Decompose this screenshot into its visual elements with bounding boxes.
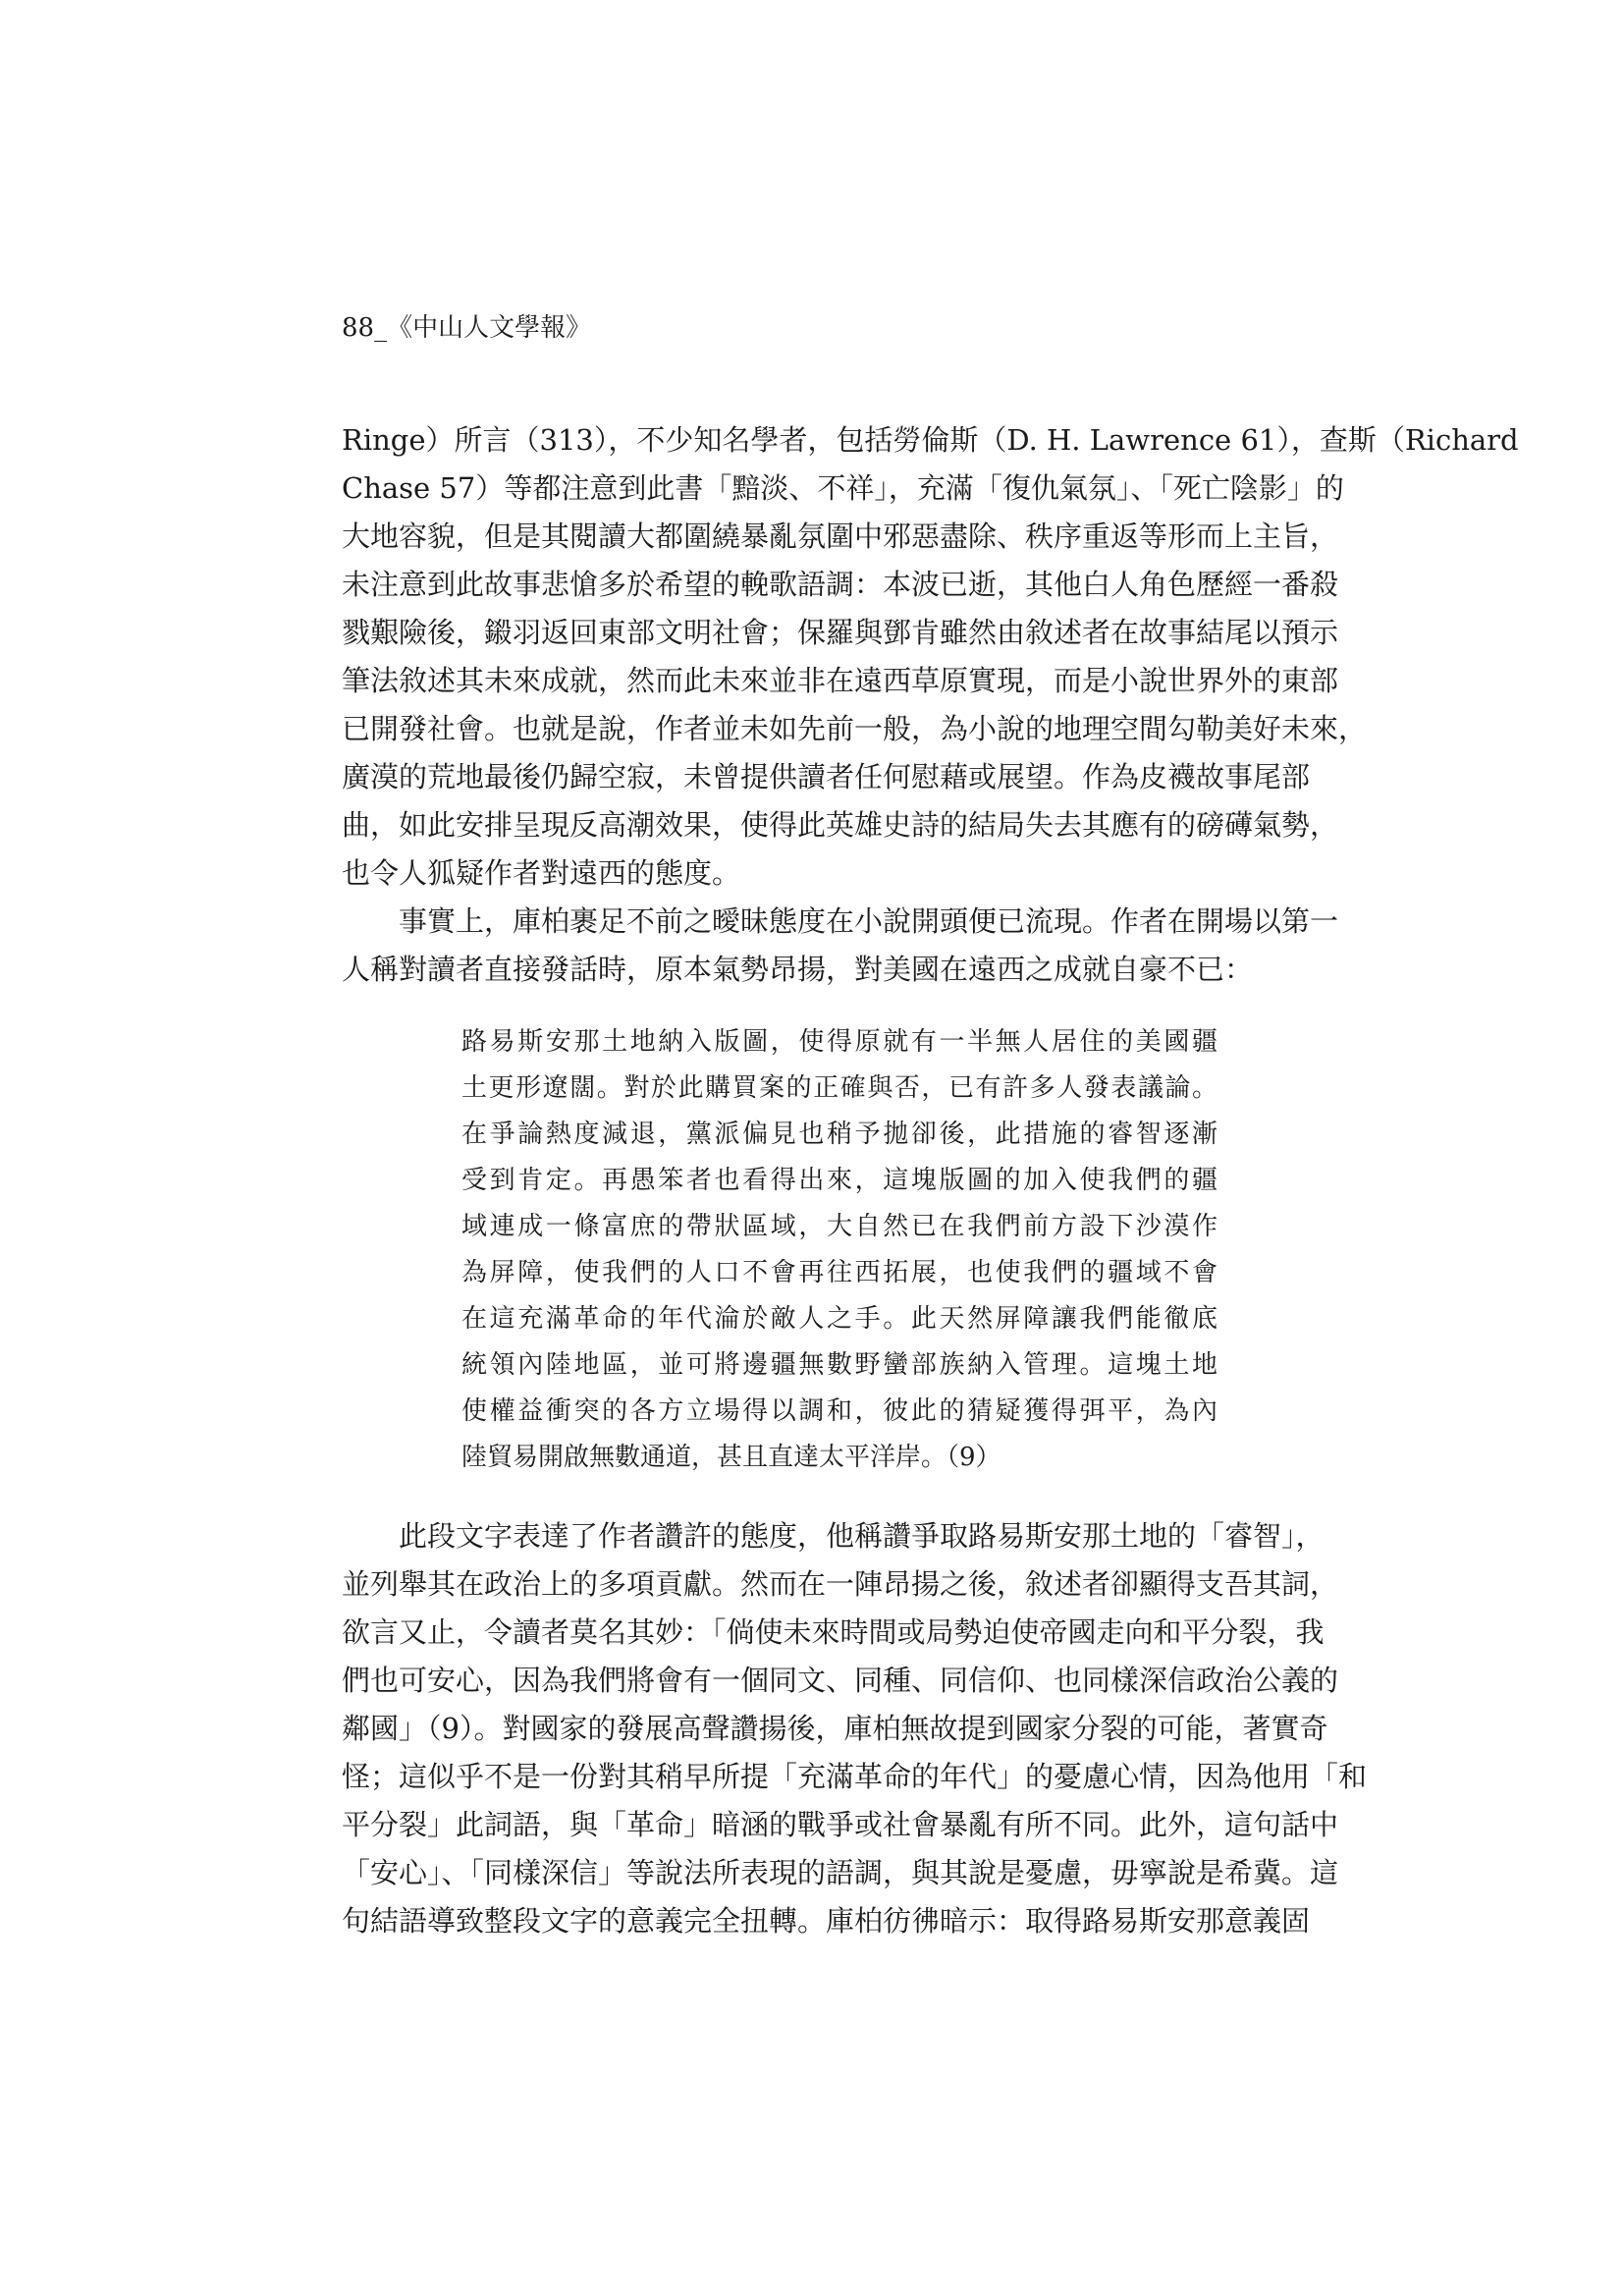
text-line: 事實上，庫柏裹足不前之曖昧態度在小說開頭便已流現。作者在開場以第一 bbox=[399, 904, 1339, 938]
quote-line: 使權益衝突的各方立場得以調和，彼此的猜疑獲得弭平，為內 bbox=[461, 1396, 1217, 1426]
text-line: 曲，如此安排呈現反高潮效果，使得此英雄史詩的結局失去其應有的磅礡氣勢， bbox=[342, 808, 1339, 842]
quote-line: 統領內陸地區，並可將邊疆無數野蠻部族納入管理。這塊土地 bbox=[461, 1350, 1217, 1380]
text-line: 並列舉其在政治上的多項貢獻。然而在一陣昂揚之後，敘述者卻顯得支吾其詞， bbox=[342, 1567, 1339, 1601]
text-line: 戮艱險後，鎩羽返回東部文明社會；保羅與鄧肯雖然由敘述者在故事結尾以預示 bbox=[342, 616, 1339, 649]
quote-line: 陸貿易開啟無數通道，甚且直達太平洋岸。（9） bbox=[461, 1443, 1001, 1472]
quote-line: 在爭論熱度減退，黨派偏見也稍予拋卻後，此措施的睿智逐漸 bbox=[461, 1120, 1217, 1149]
text-line: 筆法敘述其未來成就，然而此未來並非在遠西草原實現，而是小說世界外的東部 bbox=[342, 664, 1339, 697]
body-text-top bbox=[342, 416, 1519, 994]
text-line: 們也可安心，因為我們將會有一個同文、同種、同信仰、也同樣深信政治公義的 bbox=[342, 1664, 1339, 1697]
text-line: 鄰國」（9）。對國家的發展高聲讚揚後，庫柏無故提到國家分裂的可能，著實奇 bbox=[342, 1712, 1328, 1745]
quote-line: 在這充滿革命的年代淪於敵人之手。此天然屏障讓我們能徹底 bbox=[461, 1304, 1217, 1334]
block-quote bbox=[461, 1019, 1217, 1481]
text-line: 欲言又止，令讀者莫名其妙：「倘使未來時間或局勢迫使帝國走向和平分裂，我 bbox=[342, 1615, 1325, 1649]
text-line: 已開發社會。也就是說，作者並未如先前一般，為小說的地理空間勾勒美好未來， bbox=[342, 712, 1368, 745]
running-head: 88_《中山人文學報》 bbox=[342, 313, 592, 343]
text-line: 「安心」、「同樣深信」等說法所表現的語調，與其說是憂慮，毋寧說是希冀。這 bbox=[342, 1856, 1339, 1889]
text-line: 此段文字表達了作者讚許的態度，他稱讚爭取路易斯安那土地的「睿智」， bbox=[399, 1519, 1325, 1553]
text-line: Ringe）所言（313），不少知名學者，包括勞倫斯（D. H. Lawrence 61），查斯（Richard bbox=[342, 423, 1519, 457]
quote-line: 路易斯安那土地納入版圖，使得原就有一半無人居住的美國疆 bbox=[461, 1027, 1217, 1057]
text-line: 未注意到此故事悲愴多於希望的輓歌語調：本波已逝，其他白人角色歷經一番殺 bbox=[342, 568, 1339, 601]
text-line: 也令人狐疑作者對遠西的態度。 bbox=[342, 856, 741, 890]
quote-line: 受到肯定。再愚笨者也看得出來，這塊版圖的加入使我們的疆 bbox=[461, 1166, 1217, 1195]
quote-line: 域連成一條富庶的帶狀區域，大自然已在我們前方設下沙漠作 bbox=[461, 1212, 1217, 1241]
text-line: 怪；這似乎不是一份對其稍早所提「充滿革命的年代」的憂慮心情，因為他用「和 bbox=[342, 1760, 1368, 1793]
text-line: 句結語導致整段文字的意義完全扭轉。庫柏彷彿暗示：取得路易斯安那意義固 bbox=[342, 1904, 1311, 1938]
quote-line: 土更形遼闊。對於此購買案的正確與否，已有許多人發表議論。 bbox=[461, 1073, 1217, 1103]
text-line: 大地容貌，但是其閱讀大都圍繞暴亂氛圍中邪惡盡除、秩序重返等形而上主旨， bbox=[342, 519, 1339, 553]
text-line: 人稱對讀者直接發話時，原本氣勢昂揚，對美國在遠西之成就自豪不已： bbox=[342, 953, 1254, 986]
text-line: 平分裂」此詞語，與「革命」暗涵的戰爭或社會暴亂有所不同。此外，這句話中 bbox=[342, 1808, 1339, 1841]
quote-line: 為屏障，使我們的人口不會再往西拓展，也使我們的疆域不會 bbox=[461, 1258, 1217, 1287]
text-line: Chase 57）等都注意到此書「黯淡、不祥」，充滿「復仇氣氛」、「死亡陰影」的 bbox=[342, 471, 1344, 505]
body-text-bottom bbox=[342, 1512, 1368, 1945]
text-line: 廣漠的荒地最後仍歸空寂，未曾提供讀者任何慰藉或展望。作為皮襪故事尾部 bbox=[342, 760, 1311, 793]
